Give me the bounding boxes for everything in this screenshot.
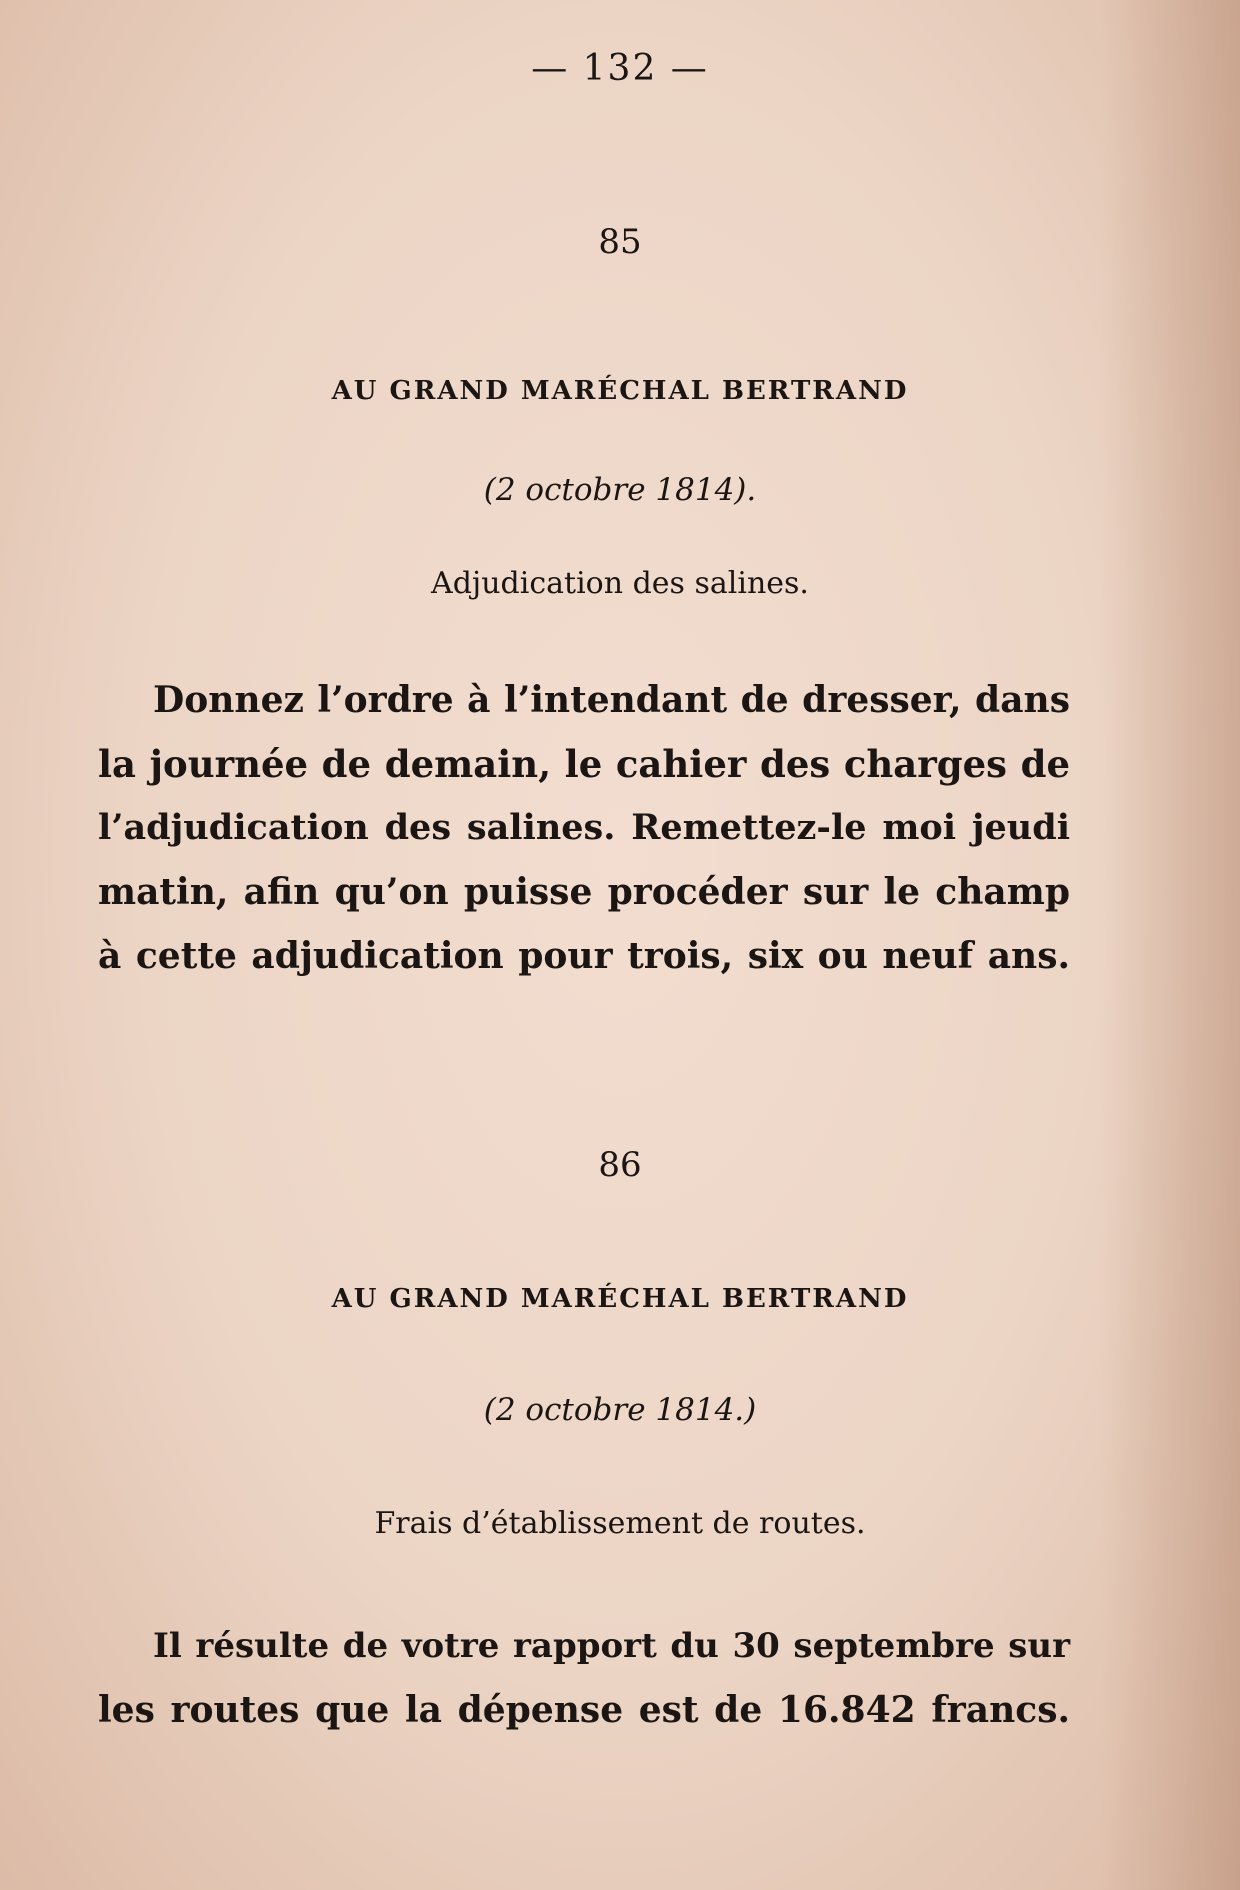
letter-86-line: Il résulte de votre rapport du 30 septembre sur [153,1626,1070,1666]
letter-85-line: à cette adjudication pour trois, six ou neuf ans. [98,935,1070,977]
letter-85-line: l’adjudication des salines. Remettez-le moi jeudi [98,807,1070,848]
letter-86-subject: Frais d’établissement de routes. [374,1506,866,1541]
letter-85-recipient: AU GRAND MARÉCHAL BERTRAND [331,376,909,406]
letter-85-line: matin, afin qu’on puisse procéder sur le champ [98,871,1070,913]
letter-85-subject: Adjudication des salines. [431,566,809,601]
letter-85-line: Donnez l’ordre à l’intendant de dresser, dans [153,679,1070,721]
letter-number-85: 85 [598,222,642,262]
letter-85-line: la journée de demain, le cahier des charges de [98,742,1070,786]
letter-85-date: (2 octobre 1814). [483,472,757,508]
page-number: — 132 — [531,48,709,89]
letter-86-body [98,1614,1070,1742]
letter-86-recipient: AU GRAND MARÉCHAL BERTRAND [331,1284,909,1314]
letter-number-86: 86 [598,1145,642,1185]
page-edge-shadow [1100,0,1240,1890]
letter-85-body [98,668,1070,988]
letter-86-line: les routes que la dépense est de 16.842 francs. [98,1689,1070,1731]
letter-86-date: (2 octobre 1814.) [483,1392,757,1428]
